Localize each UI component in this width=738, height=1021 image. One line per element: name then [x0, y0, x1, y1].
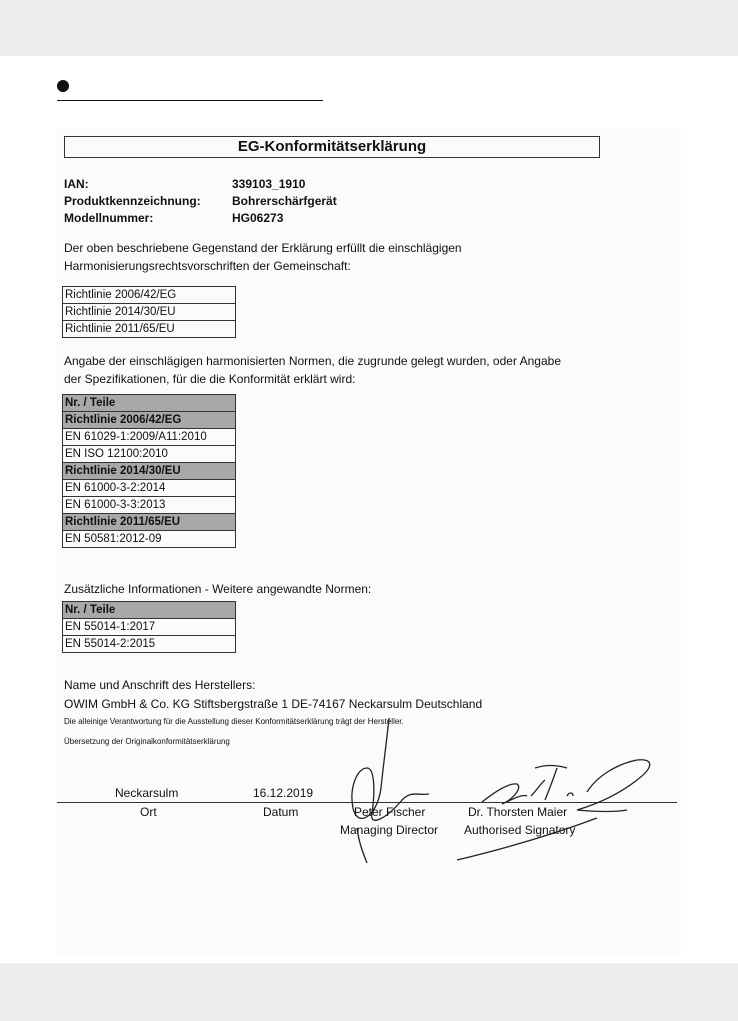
place-label: Ort — [140, 805, 157, 819]
table-header-cell: Richtlinie 2014/30/EU — [63, 463, 236, 480]
norms-intro-line: Angabe der einschlägigen harmonisierten Normen, die zugrunde gelegt wurden, oder Angabe — [64, 354, 561, 368]
responsibility-note: Die alleinige Verantwortung für die Ausstellung dieser Konformitätserklärung trägt der Hersteller. — [64, 717, 404, 726]
info-value: HG06273 — [232, 211, 284, 225]
table-cell: Richtlinie 2014/30/EU — [63, 304, 236, 321]
manufacturer-label: Name und Anschrift des Herstellers: — [64, 678, 256, 692]
bullet-icon — [57, 80, 69, 92]
signer1-role: Managing Director — [340, 823, 439, 837]
info-label: Produktkennzeichnung: — [64, 194, 201, 208]
table-header-cell: Nr. / Teile — [63, 602, 236, 619]
intro-line: Der oben beschriebene Gegenstand der Erklärung erfüllt die einschlägigen — [64, 241, 462, 255]
manufacturer-address: OWIM GmbH & Co. KG Stiftsbergstraße 1 DE-74167 Neckarsulm Deutschland — [64, 697, 483, 711]
table-header-cell: Richtlinie 2006/42/EG — [63, 412, 236, 429]
table-cell: EN ISO 12100:2010 — [63, 446, 236, 463]
date-label: Datum — [263, 805, 299, 819]
info-label: IAN: — [64, 177, 89, 191]
table-cell: EN 55014-1:2017 — [63, 619, 236, 636]
info-value: Bohrerschärfgerät — [232, 194, 337, 208]
info-value: 339103_1910 — [232, 177, 306, 191]
declaration-scan — [57, 128, 681, 954]
signature-stroke — [352, 718, 429, 863]
intro-line: Harmonisierungsrechtsvorschriften der Gemeinschaft: — [64, 259, 351, 273]
additional-intro: Zusätzliche Informationen - Weitere angewandte Normen: — [64, 582, 372, 596]
top-band — [0, 0, 738, 56]
declaration-title: EG-Konformitätserklärung — [64, 136, 600, 158]
place-value: Neckarsulm — [115, 786, 179, 800]
table-cell: EN 61000-3-2:2014 — [63, 480, 236, 497]
signer2-role: Authorised Signatory — [464, 823, 576, 837]
table-cell: EN 55014-2:2015 — [63, 636, 236, 653]
table-cell: EN 61029-1:2009/A11:2010 — [63, 429, 236, 446]
info-label: Modellnummer: — [64, 211, 154, 225]
table-header-cell: Richtlinie 2011/65/EU — [63, 514, 236, 531]
handwritten-signatures — [57, 128, 681, 954]
signer1-name: Peter Fischer — [354, 805, 426, 819]
table-cell: EN 61000-3-3:2013 — [63, 497, 236, 514]
translation-note: Übersetzung der Originalkonformitätserklärung — [64, 737, 230, 746]
table-header-cell: Nr. / Teile — [63, 395, 236, 412]
signature-stroke — [457, 760, 650, 860]
section-heading-rule — [57, 78, 323, 101]
table-cell: Richtlinie 2006/42/EG — [63, 287, 236, 304]
table-cell: Richtlinie 2011/65/EU — [63, 321, 236, 338]
signer2-name: Dr. Thorsten Maier — [468, 805, 568, 819]
date-value: 16.12.2019 — [253, 786, 314, 800]
bottom-band — [0, 963, 738, 1021]
table-cell: EN 50581:2012-09 — [63, 531, 236, 548]
norms-intro-line: der Spezifikationen, für die die Konformität erklärt wird: — [64, 372, 356, 386]
